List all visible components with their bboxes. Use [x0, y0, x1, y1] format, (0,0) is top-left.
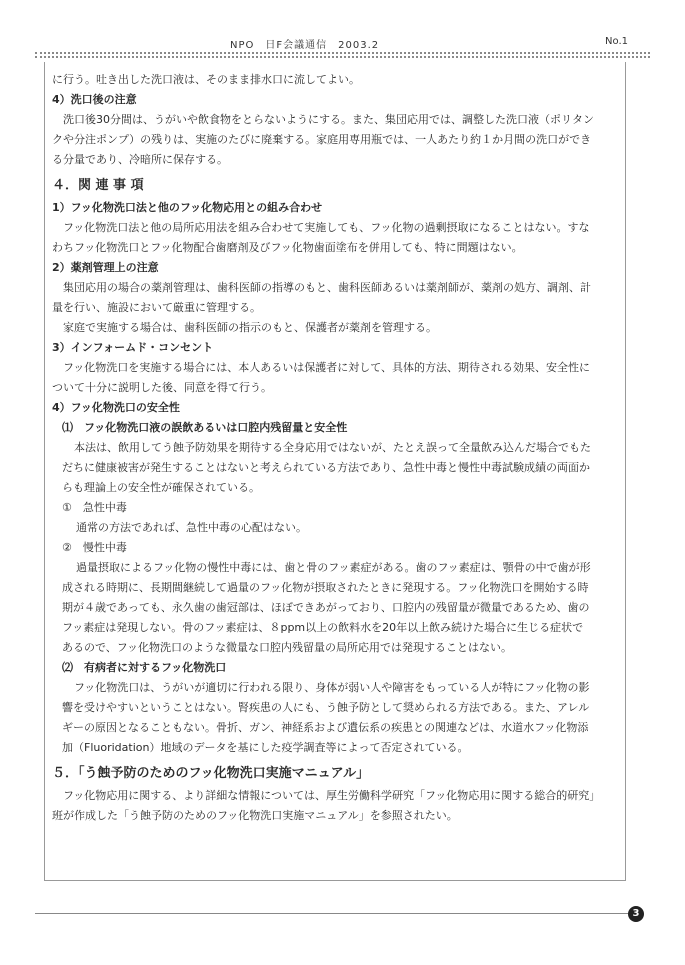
- paragraph-line: 期が４歳であっても、永久歯の歯冠部は、ほぼできあがっており、口腔内の残留量が微量であるため、歯の: [62, 601, 590, 614]
- paragraph-line: 洗口後30分間は、うがいや飲食物をとらないようにする。また、集団応用では、調整した洗口液（ポリタン: [63, 113, 594, 126]
- subheading: 4）フッ化物洗口の安全性: [52, 401, 180, 414]
- paragraph-line: フッ化物応用に関する、より詳細な情報については、厚生労働科学研究「フッ化物応用に関する総合的研究」: [63, 789, 601, 802]
- body-text: [52, 70, 624, 826]
- paragraph-line: ② 慢性中毒: [62, 541, 127, 554]
- header-title: NPO 日F会議通信 2003.2: [230, 40, 380, 51]
- paragraph-line: フッ素症は発現しない。骨のフッ素症は、８ppm以上の飲料水を20年以上飲み続けた場合に生じる症状で: [62, 621, 584, 634]
- header-divider: [35, 52, 650, 54]
- subheading: ⑴ フッ化物洗口液の誤飲あるいは口腔内残留量と安全性: [62, 421, 348, 434]
- paragraph-line: 過量摂取によるフッ化物の慢性中毒には、歯と骨のフッ素症がある。歯のフッ素症は、顎骨の中で歯が形: [76, 561, 591, 574]
- paragraph-line: 量を行い、施設において厳重に管理する。: [52, 301, 261, 314]
- page-number: 3: [628, 906, 644, 922]
- paragraph-line: ギーの原因となることもない。骨折、ガン、神経系および遺伝系の疾患との関連などは、水道水フッ化物添: [62, 721, 589, 734]
- paragraph-line: 集団応用の場合の薬剤管理は、歯科医師の指導のもと、歯科医師あるいは薬剤師が、薬剤の処方、調剤、計: [63, 281, 591, 294]
- paragraph-line: 加（Fluoridation）地域のデータを基にした疫学調査等によって否定されている。: [62, 741, 469, 754]
- footer-divider: [35, 913, 630, 914]
- paragraph-line: フッ化物洗口を実施する場合には、本人あるいは保護者に対して、具体的方法、期待される効果、安全性に: [63, 361, 591, 374]
- section-heading: ５．「う蝕予防のためのフッ化物洗口実施マニュアル」: [52, 766, 370, 781]
- subheading: ⑵ 有病者に対するフッ化物洗口: [62, 661, 227, 674]
- section-heading: ４．関 連 事 項: [52, 178, 144, 193]
- paragraph-line: あるので、フッ化物洗口のような微量な口腔内残留量の局所応用では発現することはない。: [62, 641, 513, 654]
- paragraph-line: フッ化物洗口は、うがいが適切に行われる限り、身体が弱い人や障害をもっている人が特にフッ化物の影: [74, 681, 590, 694]
- paragraph-line: ① 急性中毒: [62, 501, 127, 514]
- subheading: 1）フッ化物洗口法と他のフッ化物応用との組み合わせ: [52, 201, 323, 214]
- subheading: 2）薬剤管理上の注意: [52, 261, 159, 274]
- header-issue-number: No.1: [605, 36, 628, 47]
- paragraph-line: 班が作成した「う蝕予防のためのフッ化物洗口実施マニュアル」を参照されたい。: [52, 809, 458, 822]
- paragraph-line: 家庭で実施する場合は、歯科医師の指示のもと、保護者が薬剤を管理する。: [63, 321, 437, 334]
- paragraph-line: わちフッ化物洗口とフッ化物配合歯磨剤及びフッ化物歯面塗布を併用しても、特に問題はない。: [52, 241, 523, 254]
- paragraph-line: る分量であり、冷暗所に保存する。: [52, 153, 228, 166]
- paragraph-line: 成される時期に、長期間継続して過量のフッ化物が摂取されたときに発現する。フッ化物洗口を開始する時: [62, 581, 589, 594]
- subheading: 4）洗口後の注意: [52, 93, 137, 106]
- paragraph-line: ついて十分に説明した後、同意を得て行う。: [52, 381, 272, 394]
- paragraph-line: 響を受けやすいということはない。腎疾患の人にも、う蝕予防として奨められる方法である。また、アレル: [62, 701, 590, 714]
- paragraph-line: 通常の方法であれば、急性中毒の心配はない。: [76, 521, 307, 534]
- header-divider-2: [35, 56, 650, 58]
- paragraph-line: 本法は、飲用してう蝕予防効果を期待する全身応用ではないが、たとえ誤って全量飲み込んだ場合でもた: [74, 441, 591, 454]
- paragraph-line: らも理論上の安全性が確保されている。: [62, 481, 260, 494]
- page-header: [40, 36, 640, 50]
- paragraph-line: フッ化物洗口法と他の局所応用法を組み合わせて実施しても、フッ化物の過剰摂取になることはない。すな: [63, 221, 590, 234]
- paragraph-line: に行う。吐き出した洗口液は、そのまま排水口に流してよい。: [52, 73, 360, 86]
- paragraph-line: だちに健康被害が発生することはないと考えられている方法であり、急性中毒と慢性中毒試験成績の両面か: [62, 461, 590, 474]
- subheading: 3）インフォームド・コンセント: [52, 341, 214, 354]
- paragraph-line: クや分注ポンプ）の残りは、実施のたびに廃棄する。家庭用専用瓶では、一人あたり約１か月間の洗口ができ: [52, 133, 592, 146]
